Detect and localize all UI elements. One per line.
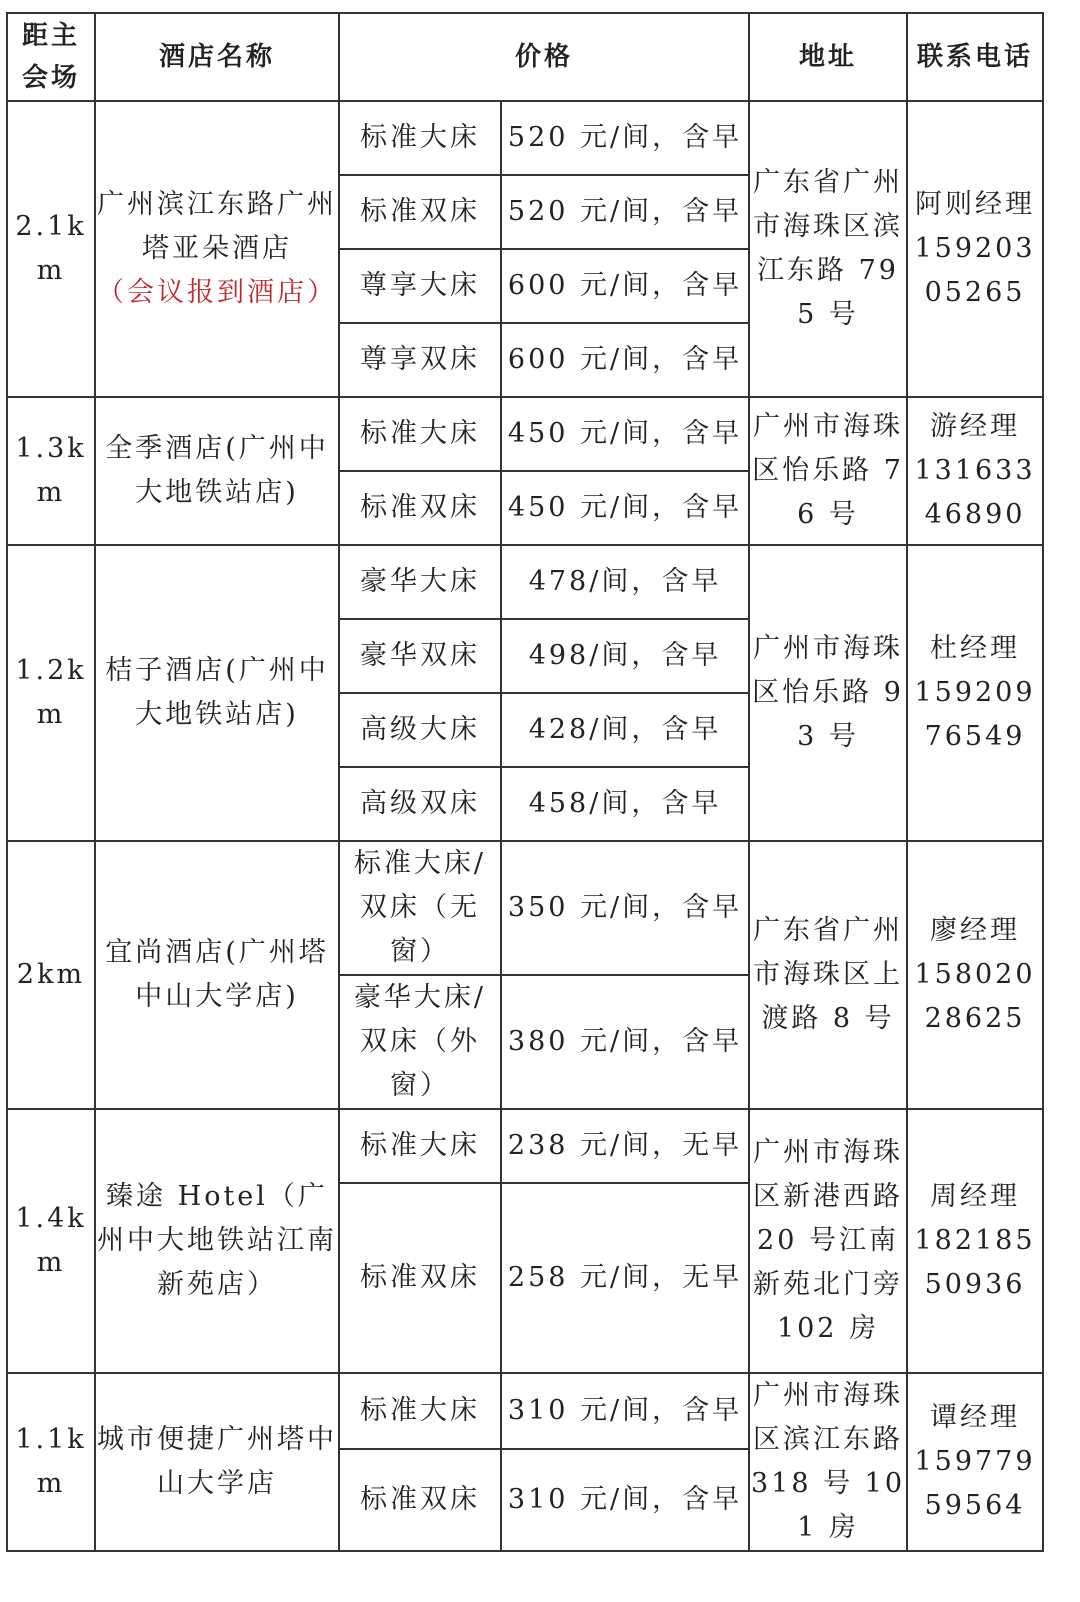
room-type: 高级双床 xyxy=(339,767,501,841)
header-contact: 联系电话 xyxy=(907,13,1043,101)
contact-name: 廖经理 xyxy=(930,915,1021,946)
address-cell: 广东省广州市海珠区上渡路 8 号 xyxy=(749,841,907,1109)
room-price: 310 元/间，含早 xyxy=(501,1449,749,1551)
contact-phone: 13163346890 xyxy=(914,455,1036,530)
room-type: 标准大床/双床（无窗） xyxy=(339,841,501,975)
contact-cell xyxy=(907,841,1043,1109)
distance-cell: 1.4km xyxy=(7,1109,95,1373)
room-type: 标准双床 xyxy=(339,471,501,545)
room-price: 380 元/间，含早 xyxy=(501,975,749,1109)
table-row xyxy=(7,101,1043,175)
address-cell: 广州市海珠区怡乐路 93 号 xyxy=(749,545,907,841)
contact-phone: 15920305265 xyxy=(914,233,1036,308)
room-type: 尊享大床 xyxy=(339,249,501,323)
contact-name: 周经理 xyxy=(930,1181,1021,1212)
table-row xyxy=(7,545,1043,619)
contact-cell xyxy=(907,545,1043,841)
contact-phone: 15977959564 xyxy=(914,1446,1036,1521)
hotel-name-cell: 全季酒店(广州中大地铁站店) xyxy=(95,397,339,545)
contact-name: 杜经理 xyxy=(930,633,1021,664)
table-row xyxy=(7,841,1043,975)
contact-cell xyxy=(907,101,1043,397)
table-row xyxy=(7,397,1043,471)
room-price: 350 元/间，含早 xyxy=(501,841,749,975)
hotel-note: （会议报到酒店） xyxy=(97,277,337,308)
address-cell: 广州市海珠区怡乐路 76 号 xyxy=(749,397,907,545)
distance-cell: 1.1km xyxy=(7,1373,95,1551)
room-type: 标准大床 xyxy=(339,1109,501,1183)
room-type: 标准双床 xyxy=(339,1183,501,1373)
address-cell: 广州市海珠区滨江东路 318 号 101 房 xyxy=(749,1373,907,1551)
table-row xyxy=(7,1109,1043,1183)
address-cell: 广东省广州市海珠区滨江东路 795 号 xyxy=(749,101,907,397)
room-price: 520 元/间，含早 xyxy=(501,101,749,175)
distance-cell: 1.3km xyxy=(7,397,95,545)
header-price: 价格 xyxy=(339,13,749,101)
room-price: 428/间，含早 xyxy=(501,693,749,767)
contact-name: 游经理 xyxy=(930,411,1021,442)
header-distance: 距主会场 xyxy=(7,13,95,101)
room-price: 458/间，含早 xyxy=(501,767,749,841)
hotel-name-cell xyxy=(95,101,339,397)
hotel-table xyxy=(6,12,1044,1552)
distance-cell: 2km xyxy=(7,841,95,1109)
contact-phone: 15802028625 xyxy=(914,959,1036,1034)
room-type: 标准大床 xyxy=(339,397,501,471)
table-row xyxy=(7,1373,1043,1449)
distance-cell: 1.2km xyxy=(7,545,95,841)
room-type: 标准双床 xyxy=(339,175,501,249)
hotel-name-cell: 宜尚酒店(广州塔中山大学店) xyxy=(95,841,339,1109)
room-price: 520 元/间，含早 xyxy=(501,175,749,249)
room-type: 豪华大床 xyxy=(339,545,501,619)
hotel-name-cell: 桔子酒店(广州中大地铁站店) xyxy=(95,545,339,841)
room-price: 238 元/间，无早 xyxy=(501,1109,749,1183)
header-address: 地址 xyxy=(749,13,907,101)
room-price: 310 元/间，含早 xyxy=(501,1373,749,1449)
contact-cell xyxy=(907,397,1043,545)
distance-cell: 2.1km xyxy=(7,101,95,397)
contact-phone: 18218550936 xyxy=(914,1225,1036,1300)
room-type: 标准双床 xyxy=(339,1449,501,1551)
room-price: 498/间，含早 xyxy=(501,619,749,693)
room-price: 600 元/间，含早 xyxy=(501,323,749,397)
room-type: 豪华双床 xyxy=(339,619,501,693)
room-price: 258 元/间，无早 xyxy=(501,1183,749,1373)
address-cell: 广州市海珠区新港西路 20 号江南新苑北门旁 102 房 xyxy=(749,1109,907,1373)
room-price: 478/间，含早 xyxy=(501,545,749,619)
contact-cell xyxy=(907,1373,1043,1551)
contact-phone: 15920976549 xyxy=(914,677,1036,752)
contact-name: 谭经理 xyxy=(930,1402,1021,1433)
room-type: 标准大床 xyxy=(339,101,501,175)
hotel-name-cell: 臻途 Hotel（广州中大地铁站江南新苑店） xyxy=(95,1109,339,1373)
room-type: 标准大床 xyxy=(339,1373,501,1449)
header-hotel-name: 酒店名称 xyxy=(95,13,339,101)
table-header-row xyxy=(7,13,1043,101)
room-type: 尊享双床 xyxy=(339,323,501,397)
hotel-name: 广州滨江东路广州塔亚朵酒店 xyxy=(97,189,337,264)
contact-name: 阿则经理 xyxy=(915,189,1036,220)
room-type: 高级大床 xyxy=(339,693,501,767)
room-price: 450 元/间，含早 xyxy=(501,471,749,545)
room-price: 450 元/间，含早 xyxy=(501,397,749,471)
room-type: 豪华大床/双床（外窗） xyxy=(339,975,501,1109)
hotel-name-cell: 城市便捷广州塔中山大学店 xyxy=(95,1373,339,1551)
contact-cell xyxy=(907,1109,1043,1373)
room-price: 600 元/间，含早 xyxy=(501,249,749,323)
